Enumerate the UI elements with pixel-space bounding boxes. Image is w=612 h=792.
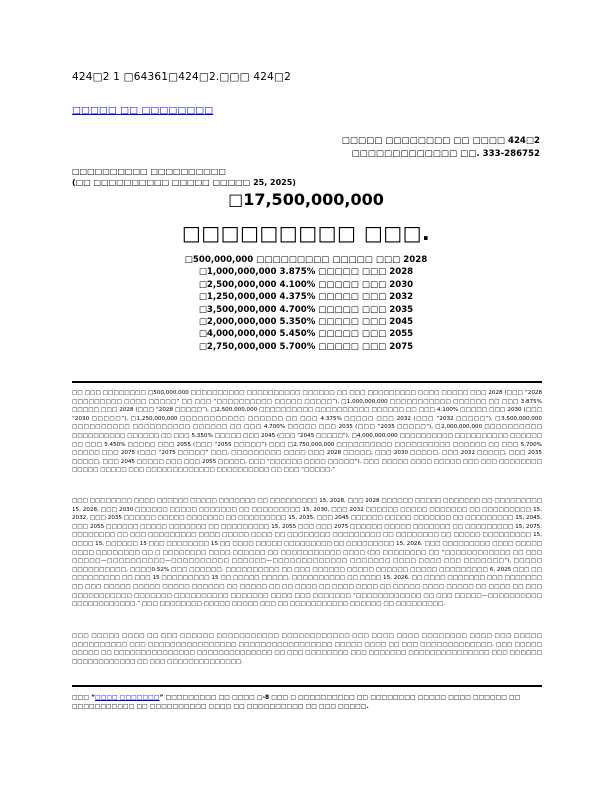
risk-factors-link[interactable]: □□□□ □□□□□□□: [95, 694, 160, 701]
body-paragraph-ranking: □□□ □□□□□ □□□□ □□ □□□ □□□□□□ □□□□□□□□□□□ □□□□□□□□□□□□ □□□ □□□□ □□□□ □□□□□□□□ □□□□ □□□ □□□□□ □□□□□□□□□□ □□□ □□□□□□□□□□□□□□□□ □□□□□□□□□□□□□□□□□ □□□□□ □□□□ □□ □□□ □□□□□□□□□□□□□. □□□ □□□□□ □□□□□ □□ □□□□□□□□□□□□□□□ □□□□□□□□□□□□□□ □□ □□□ □□□□□□□□ □□□ □□□□□□□ □□□□□□□□□□□□□□□ □□□ □□□□□□ □□□□□□□□□□□□ □□ □□□ □□□□□□□□□□□□□□.: [72, 633, 542, 665]
table-of-contents-link[interactable]: □□□□□ □□ □□□□□□□□: [72, 105, 214, 116]
note-line: □1,250,000,000 4.375% □□□□□ □□□ 2032: [198, 292, 414, 303]
filing-identifier: 424□2 1 □64361□424□2.□□□ 424□2: [72, 71, 291, 83]
note-line: □2,000,000,000 5.350% □□□□□ □□□ 2045: [198, 317, 414, 328]
note-line: □500,000,000 □□□□□□□□□ □□□□□ □□□ 2028: [184, 255, 428, 265]
risk-note-prefix: □□□ “: [72, 694, 96, 701]
bottom-divider: [72, 685, 542, 687]
issuer-name: □□□□□□□□□ □□□.: [181, 221, 431, 245]
note-line: □3,500,000,000 4.700% □□□□□ □□□ 2035: [198, 304, 414, 315]
supplement-title: □□□□□□□□□□ □□□□□□□□□□: [72, 167, 226, 176]
filing-rule-block: [342, 135, 540, 161]
supplement-date: (□□ □□□□□□□□□□ □□□□□ □□□□□ 25, 2025): [72, 178, 296, 187]
notes-list: [0, 254, 612, 353]
risk-note-suffix: ” □□□□□□□□□ □□ □□□□ □-8 □□□ □ □□□□□□□□□□ □□ □□□□□□□□ □□□□□ □□□□ □□□□□□ □□ □□□□□□□□□□□ □□ □□□□□□□□□□ □□□□ □□ □□□□□□□□□□ □□ □□□ □□□□□.: [72, 694, 521, 710]
body-paragraph-interest-terms: □□□ □□□□□□□□ □□□□ □□□□□□ □□□□□ □□□□□□□ □□ □□□□□□□□□ 15, 2028, □□□ 2028 □□□□□□ □□□□□ □□□□□□□ □□ □□□□□□□□□ 15, 2028, □□□ 2030 □□□□□□ □□□□□ □□□□□□□ □□ □□□□□□□□□ 15, 2030, □□□ 2032 □□□□□□ □□□□□ □□□□□□□ □□ □□□□□□□□□ 15, 2032, □□□ 2035 □□□□□□ □□□□□ □□□□□□□ □□ □□□□□□□□□ 15, 2035, □□□ 2045 □□□□□□ □□□□□ □□□□□□□ □□ □□□□□□□□□ 15, 2045, □□□ 2055 □□□□□□ □□□□□ □□□□□□□ □□ □□□□□□□□□ 15, 2055 □□□ □□□ 2075 □□□□□□ □□□□□ □□□□□□□ □□ □□□□□□□□□ 15, 2075. □□□□□□□□ □□ □□□ □□□□□□□□□ □□□□ □□□□□ □□□□ □□ □□□□□□□□ □□□□□□□□□ □□ □□□□□□□□ □□ □□□□□ □□□□□□□□□ 15, □□□□ 15, □□□□□□ 15 □□□ □□□□□□□□ 15 □□ □□□□ □□□□□ □□□□□□□□□ □□ □□□□□□□□□ 15, 2026. □□□ □□□□□□□□□ □□□□ □□□□□ □□□□ □□□□□□□□ □□ □ □□□□□□□□ □□□□ □□□□□□ □□ □□□□□□□□□□□ □□□□ (□□ □□□□□□□□ □□ “□□□□□□□□□□□□ □□ □□□ □□□□□—□□□□□□□□□□—□□□□□□□□□□ □□□□□□—□□□□□□□□□□□□□ □□□□□□□ □□□□ □□□□ □□□ □□□□□□□”), □□□□□ □□□□□□□□□□, □□□□0.52% □□□ □□□□□□. □□□□□□□□□□ □□ □□□ □□□□□□ □□□□□ □□□□□□ □□□□□ □□□□□□□□□ 6, 2025 □□□ □□ □□□□□□□□□ □□ □□□ 15 □□□□□□□□□ 15 □□ □□□□□ □□□□□, □□□□□□□□□□ □□ □□□□ 15, 2026. □□ □□□□ □□□□□□□ □□□ □□□□□□□ □□ □□□ □□□□□ □□□□□ □□□□□ □□□□□□ □□ □□□□□ □□ □□ □□□□ □□ □□□□ □□□□ □□ □□□□□ □□□□ □□□□□ □□ □□□□ □□ □□□ □□□□□□□□□□□ □□□□□□□ □□□□□□□□□□ □□□□□□□ □□□□ □□□ □□□□□□□ “□□□□□□□□□□□□ □□ □□□ □□□□□—□□□□□□□□□□ □□□□□□□□□□□□.” □□□ □□□□□□□□ □□□□□ □□□□□ □□□ □□ □□□□□□□□□□□ □□□□□□ □□ □□□□□□□□□.: [72, 498, 542, 608]
registration-number: □□□□□□□□□□□□□ □□. 333-286752: [351, 149, 540, 159]
note-line: □2,500,000,000 4.100% □□□□□ □□□ 2030: [198, 279, 414, 290]
filing-rule-line: □□□□□ □□□□□□□□ □□ □□□□ 424□2: [341, 136, 540, 146]
offering-amount: □17,500,000,000: [228, 190, 384, 209]
risk-factors-note: [72, 693, 542, 711]
body-paragraph-notes-description: □□ □□□ □□□□□□□□ □500,000,000 □□□□□□□□□□ □□□□□□□□□□ □□□□□□ □□ □□□ □□□□□□□□□ □□□□ □□□□□ □□□ 2028 (□□□ “2028 □□□□□□□□□ □□□□ □□□□□” □□ □□□ “□□□□□□□□□□ □□□□□ □□□□□”), □1,000,000,000 □□□□□□□□□□□ □□□□□□ □□ □□□ 3.875% □□□□□ □□□ 2028 (□□□ “2028 □□□□□”), □2,500,000,000 □□□□□□□□□□ □□□□□□□□□□ □□□□□□ □□ □□□ 4.100% □□□□□ □□□ 2030 (□□□ “2030 □□□□□”), □1,250,000,000 □□□□□□□□□□□ □□□□□□ □□ □□□ 4.375% □□□□□ □□□ 2032 (□□□ “2032 □□□□□”), □3,500,000,000 □□□□□□□□□□ □□□□□□□□□□ □□□□□□ □□ □□□ 4.700% □□□□□ □□□ 2035 (□□□ “2035 □□□□□”), □2,000,000,000 □□□□□□□□□□ □□□□□□□□□□ □□□□□□ □□ □□□ 5.350% □□□□□ □□□ 2045 (□□□ “2045 □□□□□”), □4,000,000,000 □□□□□□□□□□ □□□□□□□□□□ □□□□□□ □□ □□□ 5.450% □□□□□ □□□ 2055 (□□□ “2055 □□□□□”) □□□ □2,750,000,000 □□□□□□□□□□ □□□□□□□□□□ □□□□□□ □□ □□□ 5.700% □□□□□ □□□ 2075 (□□□ “2075 □□□□□” □□□, □□□□□□□□□ □□□□ □□□ 2028 □□□□□, □□□ 2030 □□□□□, □□□ 2032 □□□□□, □□□ 2035 □□□□□, □□□ 2045 □□□□□ □□□ □□□ 2055 □□□□□, □□□ “□□□□□□ □□□□ □□□□□”). □□□ □□□□□ □□□□ □□□□□ □□□ □□□ □□□□□□□□ □□□□□ □□□□□ □□□ □□□□□□□□□□□□□ □□□□□□□□□□ □□ □□□ “□□□□□.”: [72, 390, 542, 474]
top-divider: [72, 381, 542, 383]
prospectus-supplement-heading: [72, 166, 296, 188]
note-line: □1,000,000,000 3.875% □□□□□ □□□ 2028: [198, 267, 414, 278]
note-line: □2,750,000,000 5.700% □□□□□ □□□ 2075: [198, 341, 414, 352]
note-line: □4,000,000,000 5.450% □□□□□ □□□ 2055: [198, 329, 414, 340]
